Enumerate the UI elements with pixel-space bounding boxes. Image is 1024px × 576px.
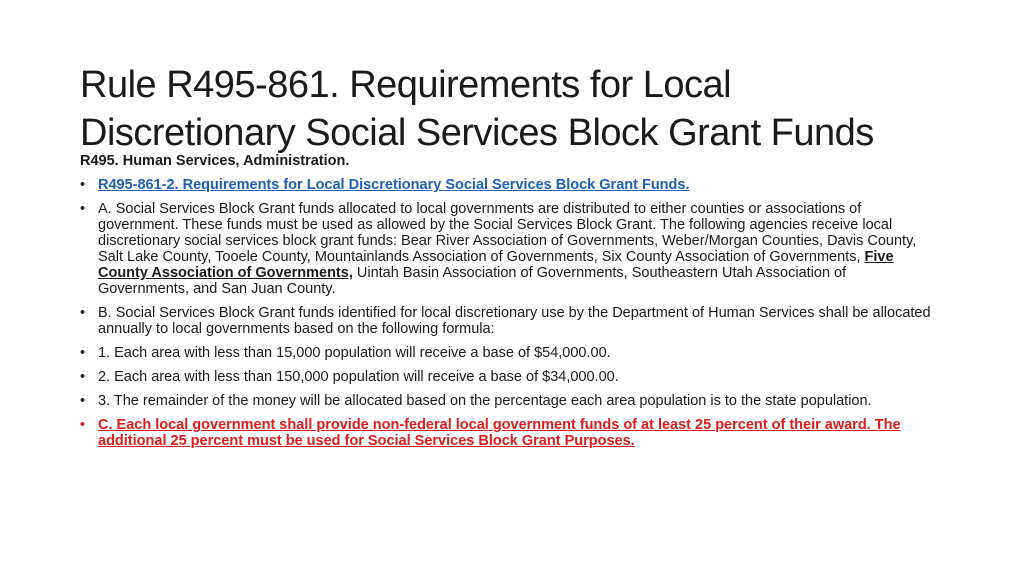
item-c-text: C. Each local government shall provide non-federal local government funds of at least 25 percent of their award. The additional 25 percent must be used for Social Services Block Grant Purposes.	[98, 417, 901, 449]
list-item-link	[80, 177, 940, 193]
five-county-emphasis: Five County Association of Governments,	[98, 249, 894, 281]
bullet-icon: •	[80, 201, 86, 217]
bullet-icon: •	[80, 393, 86, 409]
item-1-text: 1. Each area with less than 15,000 population will receive a base of $54,000.00.	[98, 345, 611, 361]
section-heading: R495. Human Services, Administration.	[80, 153, 350, 169]
title-line-1: Rule R495-861. Requirements for Local	[80, 64, 732, 107]
list-item-1	[80, 345, 940, 361]
list-item-b	[80, 305, 940, 337]
bullet-icon: •	[80, 305, 86, 321]
item-a-text: A. Social Services Block Grant funds allocated to local governments are distributed to either counties or associations of government. These funds must be used as allowed by the Social Services Block Grant. The following agencies receive local discretionary social services block grant funds: Bear River Association of Governments, Weber/Morgan Counties, Davis County, Salt Lake County, Tooele County, Mountainlands Association of Governments, Six County Association of Governments,	[98, 201, 917, 265]
bullet-icon: •	[80, 177, 86, 193]
item-3-text: 3. The remainder of the money will be allocated based on the percentage each area population is to the state population.	[98, 393, 872, 409]
list-item-a	[80, 201, 940, 297]
item-a-text-after: Uintah Basin Association of Governments, Southeastern Utah Association of Governments, and San Juan County.	[98, 265, 847, 297]
rule-link[interactable]: R495-861-2. Requirements for Local Discretionary Social Services Block Grant Funds.	[98, 177, 690, 193]
bullet-icon: •	[80, 417, 86, 433]
list-item-3	[80, 393, 940, 409]
bullet-icon: •	[80, 345, 86, 361]
item-b-text: B. Social Services Block Grant funds identified for local discretionary use by the Department of Human Services shall be allocated annually to local governments based on the following formula:	[98, 305, 931, 337]
bullet-icon: •	[80, 369, 86, 385]
bullet-list	[80, 177, 940, 449]
slide-title	[80, 61, 980, 157]
list-item-2	[80, 369, 940, 385]
item-2-text: 2. Each area with less than 150,000 population will receive a base of $34,000.00.	[98, 369, 619, 385]
slide-content	[80, 153, 940, 457]
list-item-c	[80, 417, 940, 449]
title-line-2: Discretionary Social Services Block Grant Funds	[80, 112, 874, 155]
